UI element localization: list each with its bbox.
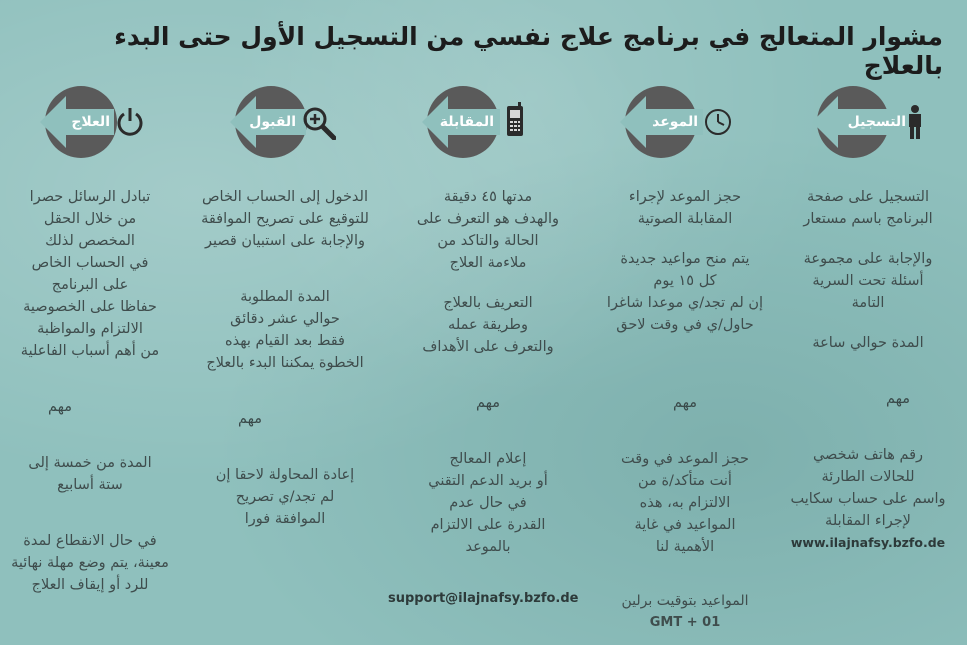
page-title: مشوار المتعالج في برنامج علاج نفسي من التسجيل الأول حتى البدء بالعلاج [114, 22, 943, 80]
step-text-line: على البرنامج [51, 277, 129, 293]
note-line: لإجراء المقابلة [825, 513, 911, 529]
step-column-registration [778, 186, 958, 554]
step-text-line: من أهم أسباب الفاعلية [20, 343, 160, 359]
timezone-line: المواعيد بتوقيت برلين [621, 593, 749, 609]
note-line: رقم هاتف شخصي [812, 447, 924, 463]
step-text-line: والهدف هو التعرف على [416, 211, 560, 227]
step-text-line: كل ١٥ يوم [653, 273, 717, 289]
step-text-line: المخصص لذلك [45, 233, 135, 249]
person-icon [906, 105, 924, 139]
timezone-gmt: GMT + 01 [649, 615, 721, 630]
step-column-acceptance [180, 186, 390, 530]
step-text-line: في الحساب الخاص [31, 255, 149, 271]
step-column-treatment [4, 186, 176, 596]
step-text-line: الالتزام والمواظبة [37, 321, 143, 337]
clock-icon [704, 108, 732, 136]
note-line: المدة من خمسة إلى [28, 455, 152, 471]
step-text-line: الحالة والتاكد من [437, 233, 539, 249]
note-line: أنت متأكد/ة من [638, 473, 732, 489]
note-line: لم تجد/ي تصريح [235, 489, 335, 505]
step-text-line: التامة [851, 295, 885, 311]
step-label-interview: المقابلة [439, 114, 494, 130]
timezone-note [600, 590, 770, 634]
step-label-registration: التسجيل [847, 114, 906, 130]
step-text-line: تبادل الرسائل حصرا [29, 189, 151, 205]
note-line: في حال الانقطاع لمدة [23, 533, 157, 549]
note-line: للحالات الطارئة [821, 469, 915, 485]
note-line: القدرة على الالتزام [430, 517, 546, 533]
step-text-line: حجز الموعد لإجراء [628, 189, 742, 205]
important-label: مهم [237, 411, 263, 427]
step-text-line: ملاءمة العلاج [449, 255, 527, 271]
step-text-line: فقط بعد القيام بهذه [225, 333, 345, 349]
step-text-line: والإجابة على مجموعة [803, 251, 933, 267]
step-label-appointment: الموعد [652, 114, 698, 130]
step-header-treatment [38, 86, 168, 158]
step-text-line: حفاظا على الخصوصية [23, 299, 157, 315]
power-icon [116, 106, 144, 136]
step-text-line: يتم منح مواعيد جديدة [620, 251, 750, 267]
step-header-registration [810, 86, 940, 158]
step-header-appointment [618, 86, 748, 158]
note-line: المواعيد في غاية [634, 517, 736, 533]
step-text-line: مدتها ٤٥ دقيقة [443, 189, 533, 205]
step-column-appointment [590, 186, 780, 558]
important-label: مهم [885, 391, 911, 407]
note-line: الالتزام به، هذه [639, 495, 731, 511]
note-line: بالموعد [465, 539, 511, 555]
step-text-line: البرنامج باسم مستعار [803, 211, 933, 227]
step-text-line: الدخول إلى الحساب الخاص [202, 189, 368, 205]
note-line: أو بريد الدعم التقني [428, 473, 548, 489]
step-text-line: المدة حوالي ساعة [812, 335, 924, 351]
important-label: مهم [475, 395, 501, 411]
step-label-treatment: العلاج [71, 114, 110, 130]
step-text-line: وطريقة عمله [448, 317, 528, 333]
step-column-interview [393, 186, 583, 558]
note-line: ستة أسابيع [57, 477, 123, 493]
step-header-interview [420, 86, 550, 158]
step-text-line: إن لم تجد/ي موعدا شاغرا [606, 295, 764, 311]
note-line: الموافقة فورا [244, 511, 326, 527]
support-email-link[interactable]: support@ilajnafsy.bzfo.de [388, 591, 579, 606]
important-label: مهم [47, 399, 73, 415]
note-line: معينة، يتم وضع مهلة نهائية [11, 555, 169, 571]
step-text-line: التسجيل على صفحة [806, 189, 929, 205]
note-line: حجز الموعد في وقت [621, 451, 749, 467]
important-label: مهم [672, 395, 698, 411]
step-text-line: من خلال الحقل [43, 211, 137, 227]
note-line: للرد أو إيقاف العلاج [31, 577, 149, 593]
step-text-line: للتوقيع على تصريح الموافقة [201, 211, 369, 227]
step-text-line: حوالي عشر دقائق [230, 311, 340, 327]
note-line: إعلام المعالج [449, 451, 527, 467]
step-text-line: والتعرف على الأهداف [422, 339, 554, 355]
step-label-acceptance: القبول [249, 114, 296, 130]
step-text-line: حاول/ي في وقت لاحق [616, 317, 754, 333]
step-text-line: والإجابة على استبيان قصير [204, 233, 366, 249]
note-line: في حال عدم [449, 495, 527, 511]
step-text-line: المقابلة الصوتية [637, 211, 733, 227]
step-text-line: الخطوة يمكننا البدء بالعلاج [206, 355, 364, 371]
website-link[interactable]: www.ilajnafsy.bzfo.de [790, 535, 946, 550]
step-text-line: التعريف بالعلاج [443, 295, 533, 311]
note-line: إعادة المحاولة لاحقا إن [215, 467, 355, 483]
note-line: واسم على حساب سكايب [790, 491, 946, 507]
step-header-acceptance [228, 86, 358, 158]
mobile-phone-icon [505, 102, 525, 138]
step-text-line: أسئلة تحت السرية [812, 273, 924, 289]
magnifier-plus-icon [302, 106, 336, 140]
note-line: الأهمية لنا [655, 539, 715, 555]
step-text-line: المدة المطلوبة [240, 289, 330, 305]
